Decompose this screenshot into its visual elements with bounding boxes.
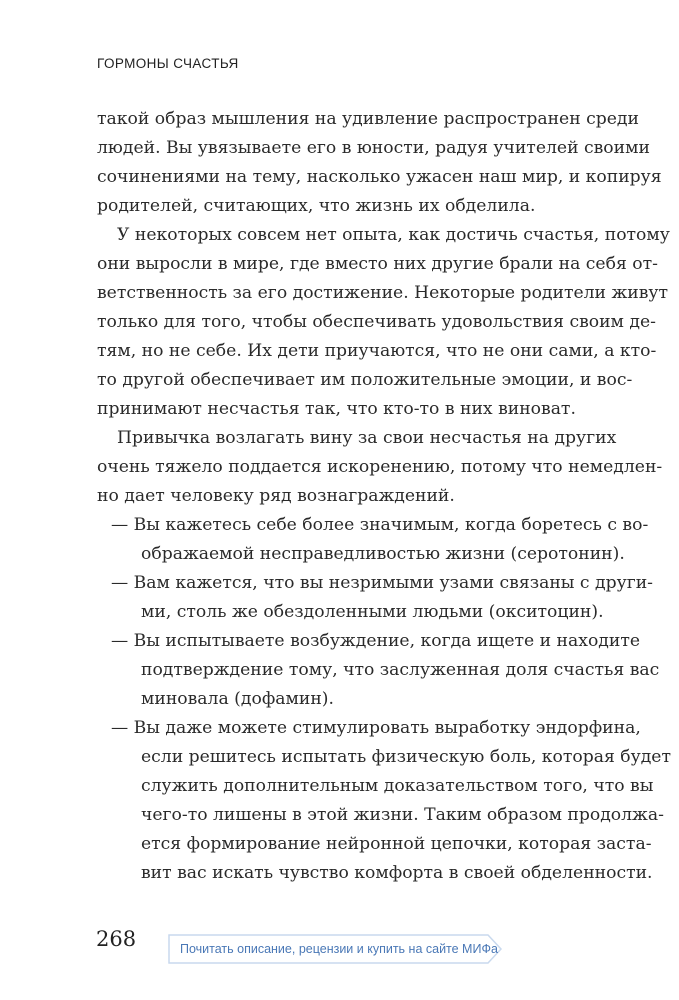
list-item-line: чего-то лишены в этой жизни. Таким образом продолжа-: [141, 805, 664, 825]
text-line: У некоторых совсем нет опыта, как достичь счастья, потому: [117, 225, 670, 245]
text-line: тям, но не себе. Их дети приучаются, что не они сами, а кто-: [97, 341, 657, 361]
text-line: Привычка возлагать вину за свои несчастья на других: [117, 428, 617, 448]
list-item-line: — Вы кажетесь себе более значимым, когда боретесь с во-: [111, 515, 649, 535]
text-line: очень тяжело поддается искоренению, потому что немедлен-: [97, 457, 663, 477]
body-text: [97, 105, 671, 888]
text-line: сочинениями на тему, насколько ужасен наш мир, и копируя: [97, 167, 662, 187]
list-item-line: если решитесь испытать физическую боль, которая будет: [141, 747, 671, 767]
list-item-line: ется формирование нейронной цепочки, которая застa-: [141, 834, 652, 854]
running-header: ГОРМОНЫ СЧАСТЬЯ: [97, 56, 239, 71]
list-item-line: подтверждение тому, что заслуженная доля счастья вас: [141, 660, 660, 680]
text-line: но дает человеку ряд вознаграждений.: [97, 486, 455, 506]
promo-link-text[interactable]: Почитать описание, рецензии и купить на сайте МИФа: [180, 942, 498, 956]
text-line: такой образ мышления на удивление распространен среди: [97, 109, 639, 129]
list-item-line: — Вы испытываете возбуждение, когда ищете и находите: [111, 631, 641, 651]
list-item-line: ми, столь же обездоленными людьми (окситоцин).: [141, 602, 604, 622]
text-line: ветственность за его достижение. Некоторые родители живут: [97, 283, 669, 303]
text-line: то другой обеспечивает им положительные эмоции, и вос-: [97, 370, 633, 390]
page-number: 268: [96, 927, 137, 951]
text-line: родителей, считающих, что жизнь их обделила.: [97, 196, 536, 216]
list-item-line: служить дополнительным доказательством того, что вы: [141, 776, 654, 796]
list-item-line: вит вас искать чувство комфорта в своей обделенности.: [141, 863, 653, 883]
list-item-line: ображаемой несправедливостью жизни (серотонин).: [141, 544, 625, 564]
promo-link-button[interactable]: [168, 934, 498, 964]
list-item-line: миновала (дофамин).: [141, 689, 334, 709]
text-line: только для того, чтобы обеспечивать удовольствия своим де-: [97, 312, 656, 332]
text-line: принимают несчастья так, что кто-то в них виноват.: [97, 399, 576, 419]
text-line: людей. Вы увязываете его в юности, радуя учителей своими: [97, 138, 650, 158]
text-line: они выросли в мире, где вместо них другие брали на себя от-: [97, 254, 658, 274]
list-item-line: — Вам кажется, что вы незримыми узами связаны с други-: [111, 573, 653, 593]
list-item-line: — Вы даже можете стимулировать выработку эндорфина,: [111, 718, 641, 738]
